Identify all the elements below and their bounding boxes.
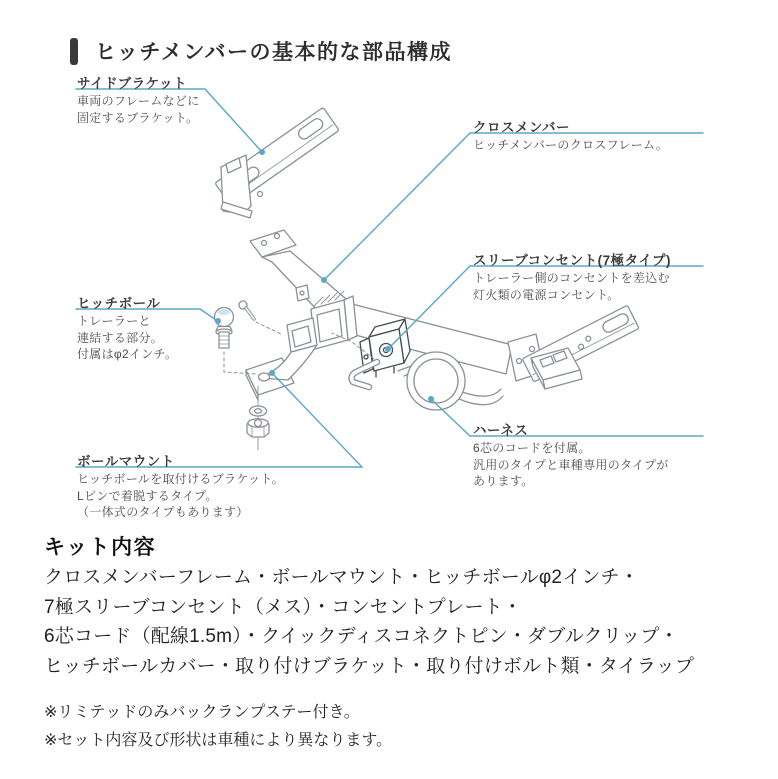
side-bracket-drawing <box>215 107 339 218</box>
desc-line: ヒッチメンバーのクロスフレーム。 <box>473 138 669 152</box>
right-side-bracket-drawing <box>522 305 639 389</box>
label-cross-member: クロスメンバー <box>473 120 571 135</box>
quick-pin-drawing <box>239 301 281 334</box>
label-ball-mount: ボールマウント <box>77 454 175 469</box>
footnote: ※リミテッドのみバックランプステー付き。 <box>44 704 360 721</box>
desc-harness <box>473 440 669 490</box>
label-harness: ハーネス <box>473 423 529 438</box>
desc-line: 固定するブラケット。 <box>77 110 199 125</box>
desc-line: 6芯のコードを付属。 <box>473 441 591 455</box>
callout-dot <box>259 149 265 155</box>
kit-line: クロスメンバーフレーム・ボールマウント・ヒッチボールφ2インチ・ <box>44 567 639 588</box>
desc-cross-member <box>473 137 668 154</box>
desc-line: 車両のフレームなどに <box>77 94 200 108</box>
desc-ball-mount <box>77 471 284 521</box>
kit-line: ヒッチボールカバー・取り付けブラケット・取り付けボルト類・タイラップ <box>44 655 695 677</box>
callout-dot <box>385 346 391 352</box>
page-title: ヒッチメンバーの基本的な部品構成 <box>95 41 453 64</box>
desc-line: Lピンで着脱するタイプ。 <box>77 488 218 503</box>
hitch-ball-drawing <box>215 308 257 375</box>
desc-line: ヒッチボールを取付けるブラケット。 <box>77 472 284 486</box>
callout-dot <box>321 277 327 283</box>
desc-line: 灯火類の電源コンセント。 <box>473 287 620 302</box>
label-side-bracket: サイドブラケット <box>77 76 187 91</box>
washer-drawing <box>250 386 267 450</box>
desc-line: 連結する部分。 <box>77 330 164 345</box>
footnotes <box>44 699 392 754</box>
desc-sleeve-outlet <box>473 270 670 303</box>
kit-contents-list <box>44 563 694 681</box>
desc-side-bracket <box>77 93 200 126</box>
callout-dot <box>215 318 221 324</box>
callout-dot <box>269 370 275 376</box>
nut-drawing <box>247 419 269 437</box>
desc-line: トレーラーと <box>77 314 151 328</box>
desc-line: 付属はφ2インチ。 <box>77 347 178 361</box>
desc-line: トレーラー側のコンセントを差込む <box>473 271 670 285</box>
label-hitch-ball: ヒッチボール <box>77 296 161 311</box>
desc-line: 汎用のタイプと車種専用のタイプが <box>473 457 669 472</box>
kit-line: 6芯コード（配線1.5m）・クイックディスコネクトピン・ダブルクリップ・ <box>44 626 679 647</box>
desc-hitch-ball <box>77 313 177 363</box>
footnote: ※セット内容及び形状は車種により異なります。 <box>44 731 393 749</box>
desc-line: あります。 <box>473 474 534 488</box>
ball-mount-drawing <box>246 318 317 400</box>
label-sleeve-outlet: スリーブコンセント(7極タイプ) <box>473 253 671 268</box>
desc-line: （一体式のタイプもあります） <box>77 505 249 519</box>
callout-dot <box>428 396 434 402</box>
kit-line: 7極スリーブコンセント（メス）・コンセントプレート・ <box>44 596 523 618</box>
kit-contents-heading: キット内容 <box>44 536 157 559</box>
